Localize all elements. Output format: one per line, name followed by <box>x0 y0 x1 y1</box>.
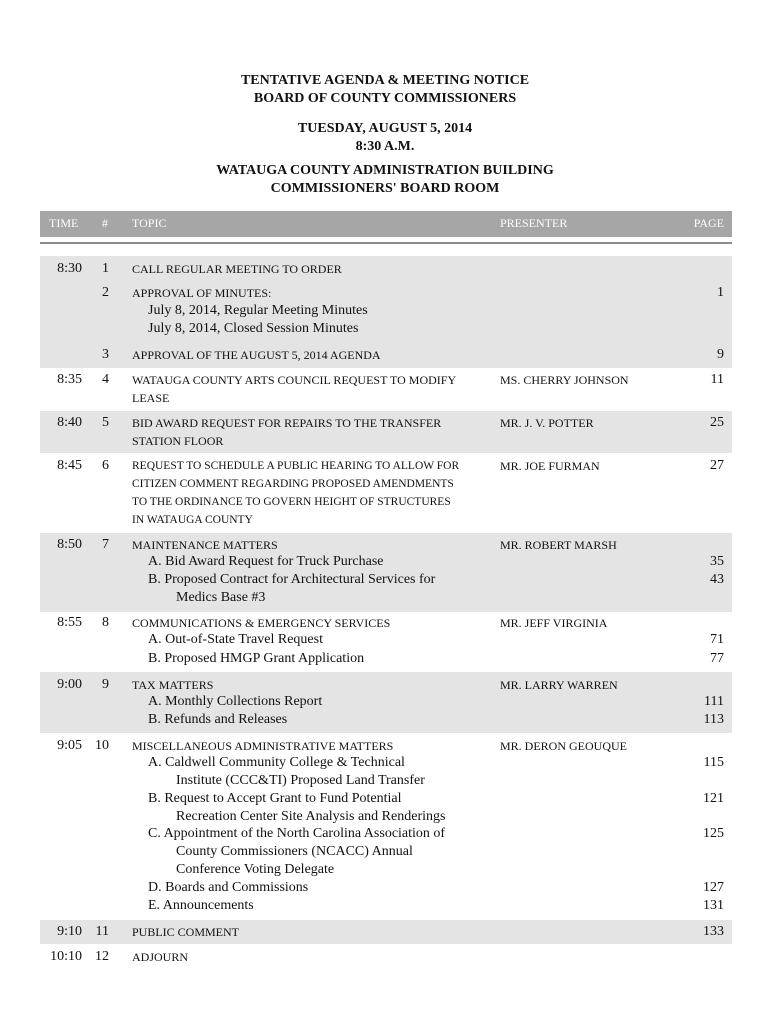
row-topic: MISCELLANEOUS ADMINISTRATIVE MATTERS <box>132 739 394 753</box>
sub-item-cont: County Commissioners (NCACC) Annual <box>176 844 413 859</box>
sub-item: E. Announcements <box>148 898 254 913</box>
sub-item: A. Out-of-State Travel Request <box>148 632 323 647</box>
row-number: 11 <box>95 924 109 939</box>
row-presenter: MR. ROBERT MARSH <box>500 538 617 552</box>
col-time: TIME <box>49 216 79 230</box>
row-topic: REQUEST TO SCHEDULE A PUBLIC HEARING TO ALLOW FOR <box>132 460 460 472</box>
row-topic-cont: STATION FLOOR <box>132 434 224 448</box>
col-presenter: PRESENTER <box>500 216 568 230</box>
row-presenter: MS. CHERRY JOHNSON <box>500 373 629 387</box>
document-header <box>0 72 770 108</box>
row-time: 10:10 <box>50 949 82 964</box>
meeting-date: TUESDAY, AUGUST 5, 2014 <box>297 121 473 136</box>
row-topic: WATAUGA COUNTY ARTS COUNCIL REQUEST TO MODIFY <box>132 373 457 387</box>
row-page: 9 <box>717 347 724 362</box>
sub-item-cont: Recreation Center Site Analysis and Renderings <box>176 809 446 824</box>
row-page: 25 <box>710 415 724 430</box>
sub-item: D. Boards and Commissions <box>148 880 309 895</box>
row-page: 1 <box>717 285 724 300</box>
col-page: PAGE <box>693 216 724 230</box>
row-presenter: MR. LARRY WARREN <box>500 678 618 692</box>
row-number: 2 <box>102 285 109 300</box>
sub-item-cont: Medics Base #3 <box>176 590 266 605</box>
row-presenter: MR. J. V. POTTER <box>500 416 594 430</box>
meeting-time: 8:30 A.M. <box>355 139 415 154</box>
row-number: 12 <box>95 949 109 964</box>
col-topic: TOPIC <box>132 216 167 230</box>
row-number: 4 <box>102 372 109 387</box>
header-board: BOARD OF COUNTY COMMISSIONERS <box>253 91 517 106</box>
sub-item: B. Proposed Contract for Architectural Services for <box>148 572 436 587</box>
row-number: 6 <box>102 458 109 473</box>
row-topic: CALL REGULAR MEETING TO ORDER <box>132 262 342 276</box>
row-topic: MAINTENANCE MATTERS <box>132 538 278 552</box>
row-time: 8:35 <box>57 372 82 387</box>
row-topic-cont: TO THE ORDINANCE TO GOVERN HEIGHT OF STRUCTURES <box>132 496 451 508</box>
row-number: 10 <box>95 738 109 753</box>
row-topic: COMMUNICATIONS & EMERGENCY SERVICES <box>132 616 391 630</box>
row-page: 11 <box>710 372 724 387</box>
row-page: 35 <box>710 554 724 569</box>
row-page: 43 <box>710 572 724 587</box>
meeting-datetime <box>0 120 770 156</box>
row-time: 8:30 <box>57 261 82 276</box>
row-topic: APPROVAL OF THE AUGUST 5, 2014 AGENDA <box>132 348 381 362</box>
row-topic: PUBLIC COMMENT <box>132 925 240 939</box>
row-page: 113 <box>703 712 724 727</box>
row-number: 8 <box>102 615 109 630</box>
row-presenter: MR. JOE FURMAN <box>500 459 600 473</box>
row-topic: BID AWARD REQUEST FOR REPAIRS TO THE TRANSFER <box>132 416 442 430</box>
row-time: 8:55 <box>57 615 82 630</box>
sub-item: A. Monthly Collections Report <box>148 694 323 709</box>
row-number: 7 <box>102 537 109 552</box>
row-topic-cont: CITIZEN COMMENT REGARDING PROPOSED AMENDMENTS <box>132 478 454 490</box>
row-topic: ADJOURN <box>132 950 189 964</box>
sub-item: A. Caldwell Community College & Technical <box>148 755 405 770</box>
row-presenter: MR. DERON GEOUQUE <box>500 739 627 753</box>
col-num: # <box>102 216 108 230</box>
sub-item-cont: Conference Voting Delegate <box>176 862 335 877</box>
row-page: 111 <box>704 694 724 709</box>
sub-item: B. Request to Accept Grant to Fund Potential <box>148 791 402 806</box>
sub-item: July 8, 2014, Regular Meeting Minutes <box>148 303 368 318</box>
row-time: 9:00 <box>57 677 82 692</box>
sub-item: B. Proposed HMGP Grant Application <box>148 651 365 666</box>
sub-item: C. Appointment of the North Carolina Association of <box>148 826 446 841</box>
table-header <box>40 211 732 237</box>
row-topic: TAX MATTERS <box>132 678 214 692</box>
row-page: 125 <box>703 826 724 841</box>
row-page: 115 <box>703 755 724 770</box>
row-time: 8:45 <box>57 458 82 473</box>
row-time: 8:50 <box>57 537 82 552</box>
meeting-location <box>0 162 770 198</box>
row-number: 1 <box>102 261 109 276</box>
row-topic: APPROVAL OF MINUTES: <box>132 286 272 300</box>
header-divider <box>40 242 732 244</box>
row-number: 9 <box>102 677 109 692</box>
row-time: 9:10 <box>57 924 82 939</box>
sub-item-cont: Institute (CCC&TI) Proposed Land Transfer <box>176 773 425 788</box>
sub-item: July 8, 2014, Closed Session Minutes <box>148 321 359 336</box>
row-page: 127 <box>703 880 724 895</box>
row-page: 131 <box>703 898 724 913</box>
sub-item: A. Bid Award Request for Truck Purchase <box>148 554 384 569</box>
row-topic-cont: LEASE <box>132 391 170 405</box>
header-title: TENTATIVE AGENDA & MEETING NOTICE <box>240 73 530 88</box>
row-presenter: MR. JEFF VIRGINIA <box>500 616 608 630</box>
row-time: 8:40 <box>57 415 82 430</box>
row-page: 77 <box>710 651 724 666</box>
location-building: WATAUGA COUNTY ADMINISTRATION BUILDING <box>216 163 554 178</box>
row-number: 3 <box>102 347 109 362</box>
location-room: COMMISSIONERS' BOARD ROOM <box>270 181 500 196</box>
row-number: 5 <box>102 415 109 430</box>
sub-item: B. Refunds and Releases <box>148 712 288 727</box>
row-time: 9:05 <box>57 738 82 753</box>
row-page: 121 <box>703 791 724 806</box>
row-page: 133 <box>703 924 724 939</box>
row-topic-cont: IN WATAUGA COUNTY <box>132 514 253 526</box>
row-page: 27 <box>710 458 724 473</box>
row-page: 71 <box>710 632 724 647</box>
